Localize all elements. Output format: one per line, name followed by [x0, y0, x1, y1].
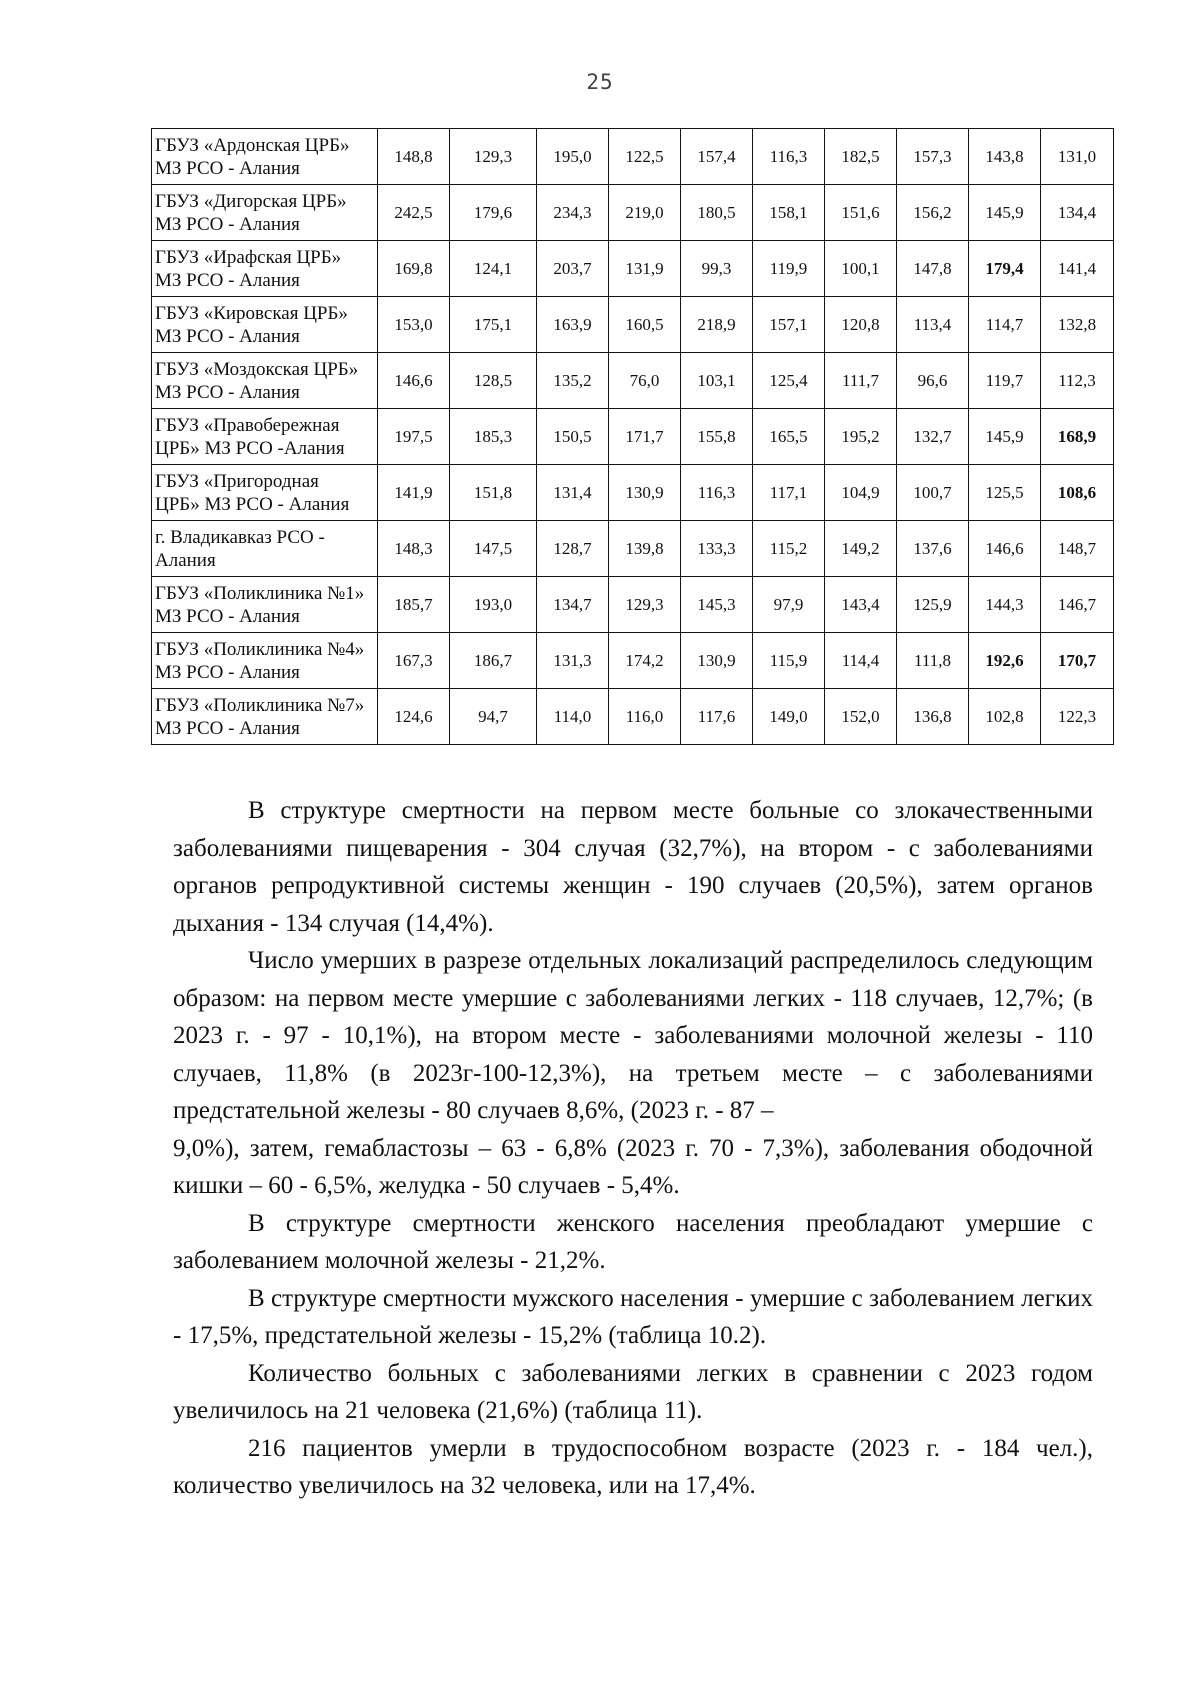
- value-cell: 203,7: [537, 241, 609, 297]
- value-cell: 132,7: [897, 409, 969, 465]
- institution-name-cell: [152, 409, 378, 465]
- value-cell: 102,8: [969, 689, 1041, 745]
- value-cell: 125,9: [897, 577, 969, 633]
- value-cell: 155,8: [681, 409, 753, 465]
- value-cell: 148,8: [378, 129, 450, 185]
- paragraph: В структуре смертности мужского населения - умершие с заболеванием легких - 17,5%, предстательной железы - 15,2% (таблица 10.2).: [173, 1284, 1093, 1349]
- table-row: [152, 577, 1114, 633]
- value-cell: 146,7: [1041, 577, 1114, 633]
- value-cell: 167,3: [378, 633, 450, 689]
- institution-name-line: ГБУЗ «Пригородная: [155, 470, 319, 492]
- value-cell: 149,0: [753, 689, 825, 745]
- value-cell: 131,4: [537, 465, 609, 521]
- value-cell: 156,2: [897, 185, 969, 241]
- value-cell: 125,5: [969, 465, 1041, 521]
- institution-name-line: ЦРБ» МЗ РСО - Алания: [155, 493, 350, 515]
- institution-name-line: ГБУЗ «Кировская ЦРБ»: [155, 302, 348, 324]
- value-cell: 130,9: [609, 465, 681, 521]
- value-cell: 218,9: [681, 297, 753, 353]
- institution-name-line: ГБУЗ «Ирафская ЦРБ»: [155, 246, 342, 268]
- value-cell: 136,8: [897, 689, 969, 745]
- value-cell: 141,9: [378, 465, 450, 521]
- institution-name-cell: [152, 465, 378, 521]
- institution-name-line: МЗ РСО - Алания: [155, 605, 300, 627]
- value-cell: 151,6: [825, 185, 897, 241]
- value-cell: 96,6: [897, 353, 969, 409]
- value-cell: 144,3: [969, 577, 1041, 633]
- institution-name-line: ГБУЗ «Правобережная: [155, 414, 340, 436]
- value-cell: 197,5: [378, 409, 450, 465]
- institution-name-line: Алания: [155, 549, 216, 571]
- value-cell: 148,7: [1041, 521, 1114, 577]
- value-cell: 192,6: [969, 633, 1041, 689]
- institution-name-cell: [152, 241, 378, 297]
- value-cell: 165,5: [753, 409, 825, 465]
- value-cell: 157,4: [681, 129, 753, 185]
- table-row: [152, 689, 1114, 745]
- value-cell: 125,4: [753, 353, 825, 409]
- value-cell: 124,1: [450, 241, 537, 297]
- table-row: [152, 465, 1114, 521]
- value-cell: 148,3: [378, 521, 450, 577]
- institution-name-line: ГБУЗ «Поликлиника №7»: [155, 694, 365, 716]
- institution-name-cell: [152, 297, 378, 353]
- institution-name-cell: [152, 633, 378, 689]
- value-cell: 145,3: [681, 577, 753, 633]
- value-cell: 185,7: [378, 577, 450, 633]
- value-cell: 119,9: [753, 241, 825, 297]
- page-number: 25: [586, 70, 614, 94]
- institution-name-line: МЗ РСО - Алания: [155, 213, 300, 235]
- value-cell: 195,2: [825, 409, 897, 465]
- value-cell: 169,8: [378, 241, 450, 297]
- table-row: [152, 241, 1114, 297]
- table-row: [152, 521, 1114, 577]
- value-cell: 175,1: [450, 297, 537, 353]
- value-cell: 113,4: [897, 297, 969, 353]
- table-row: [152, 633, 1114, 689]
- table-row: [152, 353, 1114, 409]
- value-cell: 157,3: [897, 129, 969, 185]
- value-cell: 132,8: [1041, 297, 1114, 353]
- mortality-table: [151, 128, 1114, 745]
- value-cell: 143,8: [969, 129, 1041, 185]
- value-cell: 219,0: [609, 185, 681, 241]
- value-cell: 150,5: [537, 409, 609, 465]
- institution-name-line: МЗ РСО - Алания: [155, 157, 300, 179]
- value-cell: 170,7: [1041, 633, 1114, 689]
- institution-name-cell: [152, 353, 378, 409]
- value-cell: 180,5: [681, 185, 753, 241]
- paragraph: 9,0%), затем, гемабластозы – 63 - 6,8% (2023 г. 70 - 7,3%), заболевания ободочной кишки – 60 - 6,5%, желудка - 50 случаев - 5,4%.: [173, 1134, 1093, 1199]
- value-cell: 143,4: [825, 577, 897, 633]
- value-cell: 103,1: [681, 353, 753, 409]
- value-cell: 193,0: [450, 577, 537, 633]
- institution-name-line: ГБУЗ «Моздокская ЦРБ»: [155, 358, 359, 380]
- value-cell: 112,3: [1041, 353, 1114, 409]
- value-cell: 147,5: [450, 521, 537, 577]
- value-cell: 124,6: [378, 689, 450, 745]
- paragraph: Количество больных с заболеваниями легких в сравнении с 2023 годом увеличилось на 21 человека (21,6%) (таблица 11).: [173, 1359, 1093, 1424]
- value-cell: 122,3: [1041, 689, 1114, 745]
- value-cell: 131,3: [537, 633, 609, 689]
- value-cell: 117,6: [681, 689, 753, 745]
- value-cell: 145,9: [969, 185, 1041, 241]
- value-cell: 120,8: [825, 297, 897, 353]
- paragraph: В структуре смертности женского населения преобладают умершие с заболеванием молочной железы - 21,2%.: [173, 1209, 1093, 1274]
- table-row: [152, 297, 1114, 353]
- value-cell: 146,6: [969, 521, 1041, 577]
- value-cell: 128,7: [537, 521, 609, 577]
- paragraph: В структуре смертности на первом месте больные со злокачественными заболеваниями пищеварения - 304 случая (32,7%), на втором - с заболеваниями органов репродуктивной системы женщин - 190 случаев (20,5%), затем органов дыхания - 134 случая (14,4%).: [173, 797, 1093, 937]
- value-cell: 116,0: [609, 689, 681, 745]
- value-cell: 179,4: [969, 241, 1041, 297]
- value-cell: 141,4: [1041, 241, 1114, 297]
- value-cell: 111,8: [897, 633, 969, 689]
- value-cell: 157,1: [753, 297, 825, 353]
- value-cell: 115,2: [753, 521, 825, 577]
- value-cell: 160,5: [609, 297, 681, 353]
- table-row: [152, 409, 1114, 465]
- paragraph: 216 пациентов умерли в трудоспособном возрасте (2023 г. - 184 чел.), количество увеличилось на 32 человека, или на 17,4%.: [173, 1434, 1093, 1499]
- value-cell: 122,5: [609, 129, 681, 185]
- value-cell: 152,0: [825, 689, 897, 745]
- value-cell: 179,6: [450, 185, 537, 241]
- value-cell: 94,7: [450, 689, 537, 745]
- institution-name-cell: [152, 689, 378, 745]
- value-cell: 185,3: [450, 409, 537, 465]
- institution-name-cell: [152, 521, 378, 577]
- value-cell: 147,8: [897, 241, 969, 297]
- value-cell: 114,7: [969, 297, 1041, 353]
- institution-name-line: МЗ РСО - Алания: [155, 717, 300, 739]
- value-cell: 131,0: [1041, 129, 1114, 185]
- value-cell: 100,1: [825, 241, 897, 297]
- institution-name-line: МЗ РСО - Алания: [155, 661, 300, 683]
- value-cell: 151,8: [450, 465, 537, 521]
- institution-name-line: ГБУЗ «Дигорская ЦРБ»: [155, 190, 347, 212]
- value-cell: 128,5: [450, 353, 537, 409]
- value-cell: 168,9: [1041, 409, 1114, 465]
- value-cell: 137,6: [897, 521, 969, 577]
- institution-name-line: ГБУЗ «Поликлиника №1»: [155, 582, 365, 604]
- value-cell: 158,1: [753, 185, 825, 241]
- value-cell: 171,7: [609, 409, 681, 465]
- value-cell: 234,3: [537, 185, 609, 241]
- paragraph: Число умерших в разрезе отдельных локализаций распределилось следующим образом: на первом месте умершие с заболеваниями легких - 118 случаев, 12,7%; (в 2023 г. - 97 - 10,1%), на втором месте - заболеваниями молочной железы - 110 случаев, 11,8% (в 2023г-100-12,3%), на третьем месте – с заболеваниями предстательной железы - 80 случаев 8,6%, (2023 г. - 87 –: [173, 947, 1093, 1124]
- institution-name-cell: [152, 577, 378, 633]
- institution-name-line: МЗ РСО - Алания: [155, 381, 300, 403]
- value-cell: 134,4: [1041, 185, 1114, 241]
- value-cell: 242,5: [378, 185, 450, 241]
- value-cell: 108,6: [1041, 465, 1114, 521]
- institution-name-line: г. Владикавказ РСО -: [155, 526, 325, 548]
- value-cell: 146,6: [378, 353, 450, 409]
- body-text: [173, 792, 1093, 1505]
- value-cell: 134,7: [537, 577, 609, 633]
- value-cell: 115,9: [753, 633, 825, 689]
- value-cell: 145,9: [969, 409, 1041, 465]
- value-cell: 116,3: [753, 129, 825, 185]
- value-cell: 131,9: [609, 241, 681, 297]
- value-cell: 139,8: [609, 521, 681, 577]
- institution-name-line: МЗ РСО - Алания: [155, 325, 300, 347]
- value-cell: 163,9: [537, 297, 609, 353]
- value-cell: 129,3: [609, 577, 681, 633]
- value-cell: 195,0: [537, 129, 609, 185]
- value-cell: 100,7: [897, 465, 969, 521]
- value-cell: 129,3: [450, 129, 537, 185]
- value-cell: 114,0: [537, 689, 609, 745]
- value-cell: 117,1: [753, 465, 825, 521]
- table-row: [152, 129, 1114, 185]
- value-cell: 133,3: [681, 521, 753, 577]
- value-cell: 76,0: [609, 353, 681, 409]
- institution-name-cell: [152, 185, 378, 241]
- value-cell: 182,5: [825, 129, 897, 185]
- value-cell: 153,0: [378, 297, 450, 353]
- value-cell: 174,2: [609, 633, 681, 689]
- value-cell: 149,2: [825, 521, 897, 577]
- value-cell: 135,2: [537, 353, 609, 409]
- value-cell: 104,9: [825, 465, 897, 521]
- value-cell: 111,7: [825, 353, 897, 409]
- institution-name-line: МЗ РСО - Алания: [155, 269, 300, 291]
- value-cell: 99,3: [681, 241, 753, 297]
- institution-name-line: ГБУЗ «Ардонская ЦРБ»: [155, 134, 350, 156]
- value-cell: 114,4: [825, 633, 897, 689]
- value-cell: 97,9: [753, 577, 825, 633]
- value-cell: 130,9: [681, 633, 753, 689]
- table-body: [152, 129, 1114, 745]
- institution-name-line: ГБУЗ «Поликлиника №4»: [155, 638, 365, 660]
- institution-name-line: ЦРБ» МЗ РСО -Алания: [155, 437, 345, 459]
- value-cell: 119,7: [969, 353, 1041, 409]
- table-row: [152, 185, 1114, 241]
- value-cell: 186,7: [450, 633, 537, 689]
- institution-name-cell: [152, 129, 378, 185]
- value-cell: 116,3: [681, 465, 753, 521]
